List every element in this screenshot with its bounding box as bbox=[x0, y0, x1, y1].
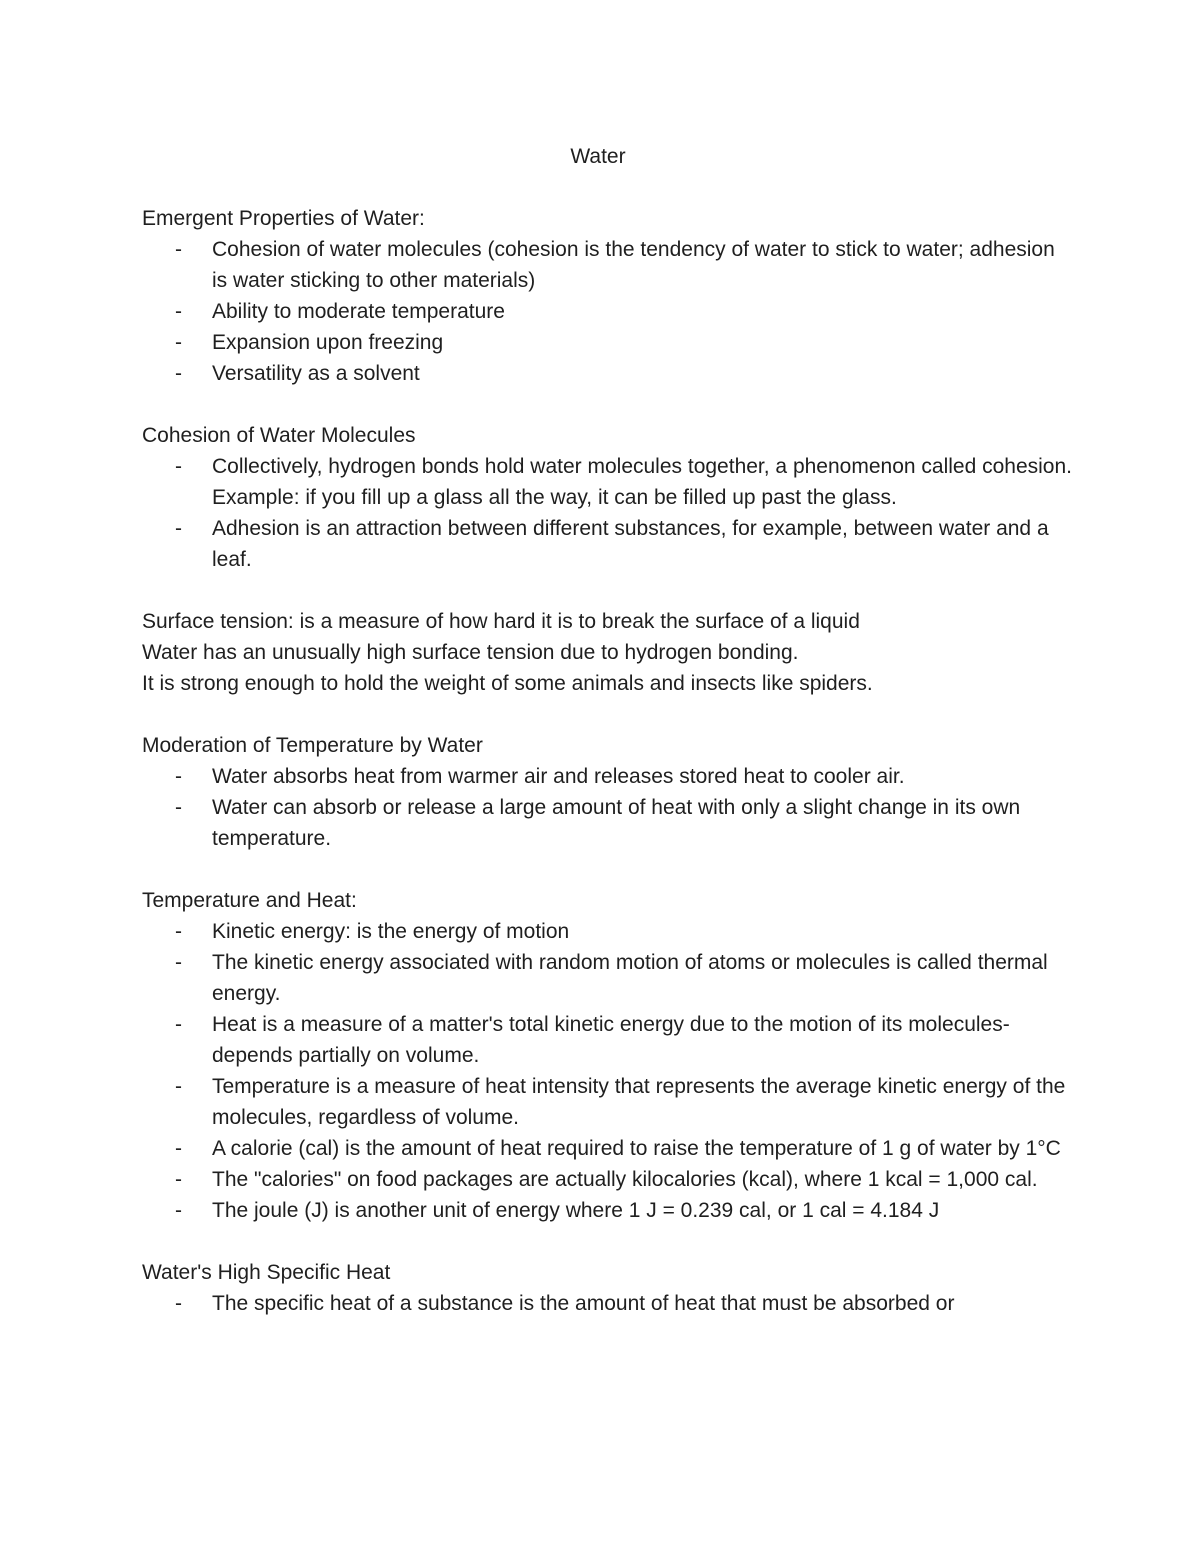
list-item: - The kinetic energy associated with random motion of atoms or molecules is called thermal energy. bbox=[142, 947, 1072, 1009]
section-heading-emergent-properties: Emergent Properties of Water: bbox=[142, 207, 425, 230]
list-item: - The specific heat of a substance is the amount of heat that must be absorbed or bbox=[142, 1288, 1072, 1319]
dash-bullet: - bbox=[175, 331, 182, 354]
temperature-heat-list bbox=[142, 916, 1072, 1226]
dash-bullet: - bbox=[175, 517, 182, 540]
dash-bullet: - bbox=[175, 1013, 182, 1036]
document-body bbox=[142, 203, 1072, 1319]
dash-bullet: - bbox=[175, 455, 182, 478]
list-item: - Water absorbs heat from warmer air and releases stored heat to cooler air. bbox=[142, 761, 1072, 792]
cohesion-list bbox=[142, 451, 1072, 575]
section-heading-temperature-heat: Temperature and Heat: bbox=[142, 889, 357, 912]
list-item: - Temperature is a measure of heat intensity that represents the average kinetic energy of the molecules, regardless of volume. bbox=[142, 1071, 1072, 1133]
list-item: - A calorie (cal) is the amount of heat required to raise the temperature of 1 g of water by 1°C bbox=[142, 1133, 1072, 1164]
list-item: - Versatility as a solvent bbox=[142, 358, 1072, 389]
section-heading-specific-heat: Water's High Specific Heat bbox=[142, 1261, 391, 1284]
surface-tension-line: Water has an unusually high surface tension due to hydrogen bonding. bbox=[142, 641, 799, 664]
list-item: - Water can absorb or release a large amount of heat with only a slight change in its own temperature. bbox=[142, 792, 1072, 854]
dash-bullet: - bbox=[175, 951, 182, 974]
list-item: - Collectively, hydrogen bonds hold water molecules together, a phenomenon called cohesion. Example: if you fill up a glass all the way, it can be filled up past the glass. bbox=[142, 451, 1072, 513]
document-title: Water bbox=[570, 145, 626, 168]
dash-bullet: - bbox=[175, 1168, 182, 1191]
dash-bullet: - bbox=[175, 238, 182, 261]
section-heading-cohesion: Cohesion of Water Molecules bbox=[142, 424, 416, 447]
list-item: - Cohesion of water molecules (cohesion is the tendency of water to stick to water; adhesion is water sticking to other materials) bbox=[142, 234, 1072, 296]
list-item: - Expansion upon freezing bbox=[142, 327, 1072, 358]
list-item: - Ability to moderate temperature bbox=[142, 296, 1072, 327]
emergent-properties-list bbox=[142, 234, 1072, 389]
surface-tension-line: Surface tension: is a measure of how hard it is to break the surface of a liquid bbox=[142, 610, 860, 633]
dash-bullet: - bbox=[175, 1292, 182, 1315]
dash-bullet: - bbox=[175, 300, 182, 323]
dash-bullet: - bbox=[175, 920, 182, 943]
list-item: - The "calories" on food packages are actually kilocalories (kcal), where 1 kcal = 1,000 cal. bbox=[142, 1164, 1072, 1195]
list-item: - Adhesion is an attraction between different substances, for example, between water and a leaf. bbox=[142, 513, 1072, 575]
specific-heat-list bbox=[142, 1288, 1072, 1319]
section-heading-moderation: Moderation of Temperature by Water bbox=[142, 734, 483, 757]
moderation-list bbox=[142, 761, 1072, 854]
dash-bullet: - bbox=[175, 362, 182, 385]
surface-tension-line: It is strong enough to hold the weight of some animals and insects like spiders. bbox=[142, 672, 873, 695]
list-item: - The joule (J) is another unit of energy where 1 J = 0.239 cal, or 1 cal = 4.184 J bbox=[142, 1195, 1072, 1226]
dash-bullet: - bbox=[175, 1075, 182, 1098]
list-item: - Heat is a measure of a matter's total kinetic energy due to the motion of its molecules- depends partially on volume. bbox=[142, 1009, 1072, 1071]
dash-bullet: - bbox=[175, 1199, 182, 1222]
list-item: - Kinetic energy: is the energy of motion bbox=[142, 916, 1072, 947]
dash-bullet: - bbox=[175, 1137, 182, 1160]
dash-bullet: - bbox=[175, 765, 182, 788]
dash-bullet: - bbox=[175, 796, 182, 819]
